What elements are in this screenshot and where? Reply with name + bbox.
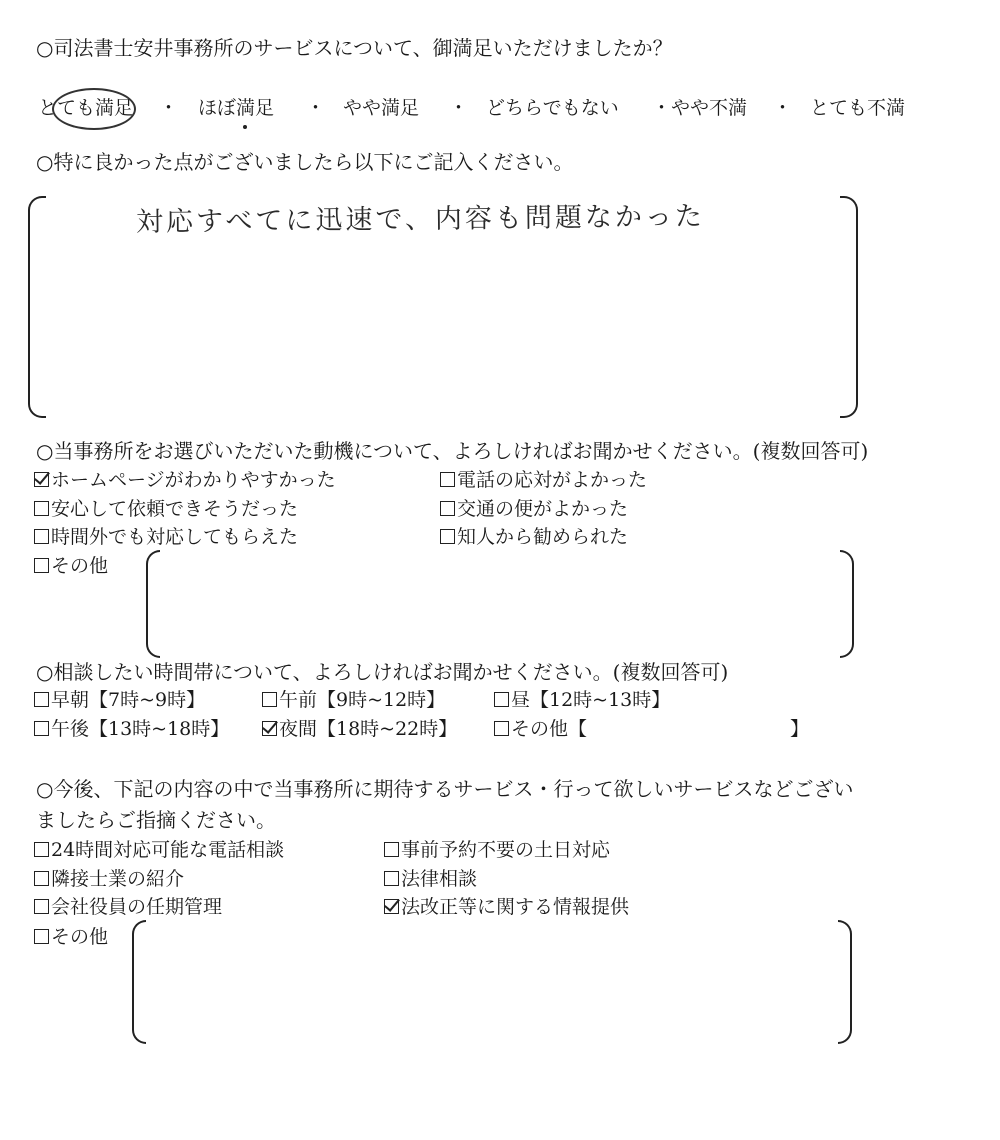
- time-slot-morning[interactable]: 午前【9時~12時】: [262, 688, 445, 712]
- checkbox-icon[interactable]: [384, 871, 399, 886]
- checkbox-icon[interactable]: [34, 692, 49, 707]
- stray-mark: [243, 125, 247, 129]
- time-slot-other-close-bracket: 】: [790, 718, 810, 740]
- expected-item-law-revision-info[interactable]: 法改正等に関する情報提供: [384, 895, 629, 919]
- expected-item-other[interactable]: その他: [34, 925, 108, 949]
- checkbox-icon[interactable]: [34, 899, 49, 914]
- motive-item-other[interactable]: その他: [34, 554, 108, 578]
- expected-item-legal-consultation[interactable]: 法律相談: [384, 867, 477, 891]
- expected-question-line2: ましたらご指摘ください。: [36, 808, 276, 832]
- checkbox-checked-icon[interactable]: [384, 899, 399, 914]
- motive-item-phone[interactable]: 電話の応対がよかった: [440, 468, 647, 492]
- expected-item-referral-professionals[interactable]: 隣接士業の紹介: [34, 867, 184, 891]
- checkbox-icon[interactable]: [384, 842, 399, 857]
- time-slot-evening[interactable]: 夜間【18時~22時】: [262, 717, 457, 741]
- checkbox-icon[interactable]: [34, 501, 49, 516]
- checkbox-icon[interactable]: [34, 842, 49, 857]
- satisfaction-option-very-dissatisfied[interactable]: とても不満: [810, 97, 906, 119]
- checkbox-icon[interactable]: [34, 721, 49, 736]
- separator: ・: [306, 97, 326, 119]
- satisfaction-option-very-satisfied[interactable]: とても満足: [38, 97, 134, 119]
- satisfaction-option-mostly-satisfied[interactable]: ほぼ満足: [198, 97, 275, 119]
- checkbox-icon[interactable]: [440, 472, 455, 487]
- motive-question: ○当事務所をお選びいただいた動機について、よろしければお聞かせください。(複数回答可): [36, 439, 869, 463]
- satisfaction-option-somewhat-satisfied[interactable]: やや満足: [343, 97, 420, 119]
- other-box-right-bracket: [840, 550, 854, 658]
- checkbox-icon[interactable]: [494, 692, 509, 707]
- satisfaction-question: ○司法書士安井事務所のサービスについて、御満足いただけましたか？: [36, 36, 673, 60]
- satisfaction-option-neutral[interactable]: どちらでもない: [486, 97, 619, 119]
- checkbox-checked-icon[interactable]: [262, 721, 277, 736]
- expected-other-left-bracket: [132, 920, 146, 1044]
- time-slot-early-morning[interactable]: 早朝【7時~9時】: [34, 688, 205, 712]
- checkbox-icon[interactable]: [440, 529, 455, 544]
- answer-box-left-bracket: [28, 196, 46, 418]
- motive-item-access[interactable]: 交通の便がよかった: [440, 497, 628, 521]
- answer-box-right-bracket: [840, 196, 858, 418]
- satisfaction-option-somewhat-dissatisfied[interactable]: ・やや不満: [652, 97, 748, 119]
- expected-item-weekend[interactable]: 事前予約不要の土日対応: [384, 838, 610, 862]
- expected-item-officer-term[interactable]: 会社役員の任期管理: [34, 895, 222, 919]
- time-slot-question: ○相談したい時間帯について、よろしければお聞かせください。(複数回答可): [36, 660, 729, 684]
- time-slot-afternoon[interactable]: 午後【13時~18時】: [34, 717, 229, 741]
- other-box-left-bracket: [146, 550, 160, 658]
- time-slot-other[interactable]: その他【: [494, 717, 587, 741]
- time-slot-noon[interactable]: 昼【12時~13時】: [494, 688, 670, 712]
- checkbox-icon[interactable]: [262, 692, 277, 707]
- checkbox-icon[interactable]: [494, 721, 509, 736]
- expected-question-line1: ○今後、下記の内容の中で当事務所に期待するサービス・行って欲しいサービスなどござい: [36, 777, 854, 801]
- motive-item-trust[interactable]: 安心して依頼できそうだった: [34, 497, 298, 521]
- checkbox-icon[interactable]: [34, 529, 49, 544]
- handwritten-answer[interactable]: 対応すべてに迅速で、内容も問題なかった: [135, 201, 706, 238]
- expected-other-right-bracket: [838, 920, 852, 1044]
- motive-item-homepage[interactable]: ホームページがわかりやすかった: [34, 468, 336, 492]
- motive-item-referral[interactable]: 知人から勧められた: [440, 525, 628, 549]
- checkbox-checked-icon[interactable]: [34, 472, 49, 487]
- checkbox-icon[interactable]: [34, 929, 49, 944]
- separator: ・: [773, 97, 793, 119]
- expected-item-24h-phone[interactable]: 24時間対応可能な電話相談: [34, 838, 284, 862]
- selected-circle: [52, 88, 136, 130]
- checkbox-icon[interactable]: [34, 871, 49, 886]
- good-points-question: ○特に良かった点がございましたら以下にご記入ください。: [36, 150, 574, 174]
- motive-item-after-hours[interactable]: 時間外でも対応してもらえた: [34, 525, 298, 549]
- separator: ・: [159, 97, 179, 119]
- checkbox-icon[interactable]: [34, 558, 49, 573]
- separator: ・: [449, 97, 469, 119]
- checkbox-icon[interactable]: [440, 501, 455, 516]
